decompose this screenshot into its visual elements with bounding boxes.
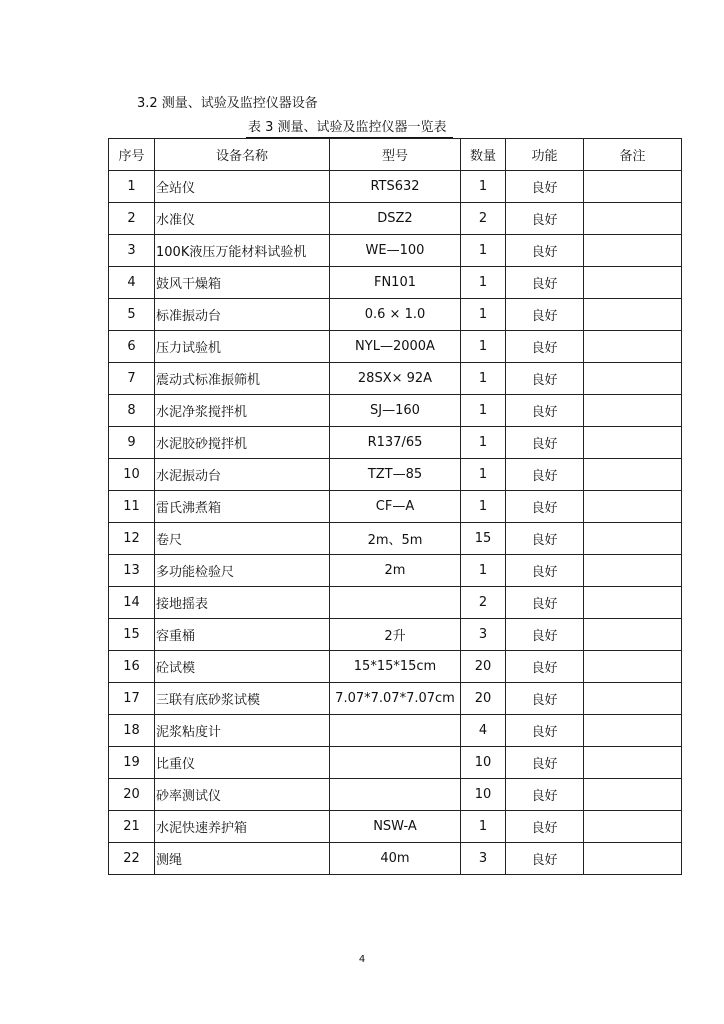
- cell-function: 良好: [506, 395, 584, 427]
- table-row: [109, 491, 682, 523]
- cell-function: 良好: [506, 715, 584, 747]
- cell-equipment-name: 水泥快速养护箱: [155, 811, 330, 843]
- table-row: [109, 843, 682, 875]
- cell-remarks: [584, 747, 682, 779]
- section-title: 3.2 测量、试验及监控仪器设备: [137, 96, 318, 111]
- cell-equipment-name: 砂率测试仪: [155, 779, 330, 811]
- cell-remarks: [584, 715, 682, 747]
- header-equipment-name: 设备名称: [155, 139, 330, 171]
- cell-index: 22: [109, 843, 155, 875]
- cell-equipment-name: 水泥振动台: [155, 459, 330, 491]
- table-row: [109, 331, 682, 363]
- table-row: [109, 747, 682, 779]
- cell-function: 良好: [506, 683, 584, 715]
- header-function: 功能: [506, 139, 584, 171]
- cell-model: 28SX× 92A: [330, 363, 461, 395]
- cell-quantity: 10: [461, 779, 506, 811]
- cell-equipment-name: 比重仪: [155, 747, 330, 779]
- cell-model: [330, 747, 461, 779]
- table-row: [109, 427, 682, 459]
- cell-remarks: [584, 683, 682, 715]
- cell-remarks: [584, 299, 682, 331]
- header-model: 型号: [330, 139, 461, 171]
- cell-model: SJ—160: [330, 395, 461, 427]
- cell-quantity: 1: [461, 395, 506, 427]
- header-index: 序号: [109, 139, 155, 171]
- cell-quantity: 3: [461, 843, 506, 875]
- cell-model: NSW-A: [330, 811, 461, 843]
- cell-function: 良好: [506, 555, 584, 587]
- cell-equipment-name: 震动式标准振筛机: [155, 363, 330, 395]
- header-quantity: 数量: [461, 139, 506, 171]
- cell-quantity: 1: [461, 331, 506, 363]
- cell-index: 20: [109, 779, 155, 811]
- cell-index: 14: [109, 587, 155, 619]
- cell-quantity: 1: [461, 171, 506, 203]
- cell-model: TZT—85: [330, 459, 461, 491]
- table-row: [109, 779, 682, 811]
- cell-function: 良好: [506, 331, 584, 363]
- table-row: [109, 619, 682, 651]
- cell-quantity: 1: [461, 267, 506, 299]
- cell-equipment-name: 泥浆粘度计: [155, 715, 330, 747]
- cell-equipment-name: 鼓风干燥箱: [155, 267, 330, 299]
- cell-function: 良好: [506, 235, 584, 267]
- cell-remarks: [584, 235, 682, 267]
- cell-function: 良好: [506, 587, 584, 619]
- cell-model: 7.07*7.07*7.07cm: [330, 683, 461, 715]
- cell-quantity: 1: [461, 427, 506, 459]
- cell-model: FN101: [330, 267, 461, 299]
- cell-quantity: 15: [461, 523, 506, 555]
- table-row: [109, 715, 682, 747]
- cell-quantity: 20: [461, 683, 506, 715]
- table-row: [109, 587, 682, 619]
- cell-function: 良好: [506, 363, 584, 395]
- cell-quantity: 20: [461, 651, 506, 683]
- cell-function: 良好: [506, 427, 584, 459]
- cell-index: 15: [109, 619, 155, 651]
- cell-equipment-name: 标准振动台: [155, 299, 330, 331]
- cell-model: CF—A: [330, 491, 461, 523]
- cell-index: 5: [109, 299, 155, 331]
- cell-index: 3: [109, 235, 155, 267]
- cell-index: 21: [109, 811, 155, 843]
- cell-index: 8: [109, 395, 155, 427]
- page-number: 4: [358, 954, 366, 965]
- cell-function: 良好: [506, 779, 584, 811]
- cell-index: 18: [109, 715, 155, 747]
- cell-quantity: 2: [461, 587, 506, 619]
- cell-model: [330, 587, 461, 619]
- cell-index: 4: [109, 267, 155, 299]
- cell-remarks: [584, 811, 682, 843]
- cell-remarks: [584, 395, 682, 427]
- table-row: [109, 395, 682, 427]
- cell-model: [330, 715, 461, 747]
- cell-model: 15*15*15cm: [330, 651, 461, 683]
- table-row: [109, 171, 682, 203]
- cell-remarks: [584, 619, 682, 651]
- cell-model: [330, 779, 461, 811]
- cell-equipment-name: 砼试模: [155, 651, 330, 683]
- cell-quantity: 10: [461, 747, 506, 779]
- cell-remarks: [584, 555, 682, 587]
- table-row: [109, 299, 682, 331]
- cell-function: 良好: [506, 523, 584, 555]
- equipment-table: [108, 138, 682, 875]
- cell-remarks: [584, 779, 682, 811]
- cell-function: 良好: [506, 171, 584, 203]
- cell-equipment-name: 水准仪: [155, 203, 330, 235]
- table-row: [109, 555, 682, 587]
- cell-equipment-name: 接地摇表: [155, 587, 330, 619]
- cell-remarks: [584, 843, 682, 875]
- cell-model: NYL—2000A: [330, 331, 461, 363]
- cell-index: 13: [109, 555, 155, 587]
- cell-equipment-name: 水泥净浆搅拌机: [155, 395, 330, 427]
- cell-equipment-name: 压力试验机: [155, 331, 330, 363]
- table-row: [109, 683, 682, 715]
- cell-equipment-name: 三联有底砂浆试模: [155, 683, 330, 715]
- cell-model: 2m、5m: [330, 523, 461, 555]
- cell-equipment-name: 测绳: [155, 843, 330, 875]
- cell-index: 2: [109, 203, 155, 235]
- cell-index: 9: [109, 427, 155, 459]
- cell-index: 10: [109, 459, 155, 491]
- cell-equipment-name: 100K液压万能材料试验机: [155, 235, 330, 267]
- cell-model: 2升: [330, 619, 461, 651]
- cell-equipment-name: 雷氏沸煮箱: [155, 491, 330, 523]
- cell-function: 良好: [506, 203, 584, 235]
- cell-function: 良好: [506, 843, 584, 875]
- cell-model: 40m: [330, 843, 461, 875]
- cell-model: 2m: [330, 555, 461, 587]
- cell-index: 12: [109, 523, 155, 555]
- table-row: [109, 267, 682, 299]
- cell-remarks: [584, 651, 682, 683]
- cell-function: 良好: [506, 459, 584, 491]
- cell-quantity: 1: [461, 459, 506, 491]
- cell-remarks: [584, 267, 682, 299]
- cell-quantity: 3: [461, 619, 506, 651]
- table-row: [109, 651, 682, 683]
- cell-equipment-name: 水泥胶砂搅拌机: [155, 427, 330, 459]
- cell-remarks: [584, 491, 682, 523]
- cell-function: 良好: [506, 491, 584, 523]
- table-header-row: [109, 139, 682, 171]
- table-row: [109, 363, 682, 395]
- cell-quantity: 1: [461, 299, 506, 331]
- cell-equipment-name: 多功能检验尺: [155, 555, 330, 587]
- cell-model: RTS632: [330, 171, 461, 203]
- cell-model: DSZ2: [330, 203, 461, 235]
- table-body: [109, 171, 682, 875]
- cell-remarks: [584, 587, 682, 619]
- table-row: [109, 811, 682, 843]
- cell-quantity: 1: [461, 491, 506, 523]
- table-row: [109, 459, 682, 491]
- cell-index: 11: [109, 491, 155, 523]
- table-row: [109, 235, 682, 267]
- cell-remarks: [584, 203, 682, 235]
- cell-index: 6: [109, 331, 155, 363]
- cell-model: WE—100: [330, 235, 461, 267]
- cell-quantity: 1: [461, 363, 506, 395]
- cell-index: 19: [109, 747, 155, 779]
- cell-remarks: [584, 427, 682, 459]
- cell-index: 1: [109, 171, 155, 203]
- cell-equipment-name: 全站仪: [155, 171, 330, 203]
- header-remarks: 备注: [584, 139, 682, 171]
- cell-index: 7: [109, 363, 155, 395]
- cell-remarks: [584, 523, 682, 555]
- cell-function: 良好: [506, 267, 584, 299]
- cell-quantity: 1: [461, 235, 506, 267]
- table-caption: 表 3 测量、试验及监控仪器一览表: [246, 116, 453, 139]
- cell-model: 0.6 × 1.0: [330, 299, 461, 331]
- cell-remarks: [584, 363, 682, 395]
- cell-function: 良好: [506, 619, 584, 651]
- cell-quantity: 2: [461, 203, 506, 235]
- cell-function: 良好: [506, 651, 584, 683]
- cell-quantity: 4: [461, 715, 506, 747]
- cell-remarks: [584, 331, 682, 363]
- table-row: [109, 523, 682, 555]
- cell-function: 良好: [506, 747, 584, 779]
- cell-quantity: 1: [461, 555, 506, 587]
- cell-function: 良好: [506, 299, 584, 331]
- cell-remarks: [584, 171, 682, 203]
- cell-function: 良好: [506, 811, 584, 843]
- cell-model: R137/65: [330, 427, 461, 459]
- cell-equipment-name: 卷尺: [155, 523, 330, 555]
- cell-remarks: [584, 459, 682, 491]
- cell-index: 17: [109, 683, 155, 715]
- cell-index: 16: [109, 651, 155, 683]
- cell-equipment-name: 容重桶: [155, 619, 330, 651]
- table-row: [109, 203, 682, 235]
- cell-quantity: 1: [461, 811, 506, 843]
